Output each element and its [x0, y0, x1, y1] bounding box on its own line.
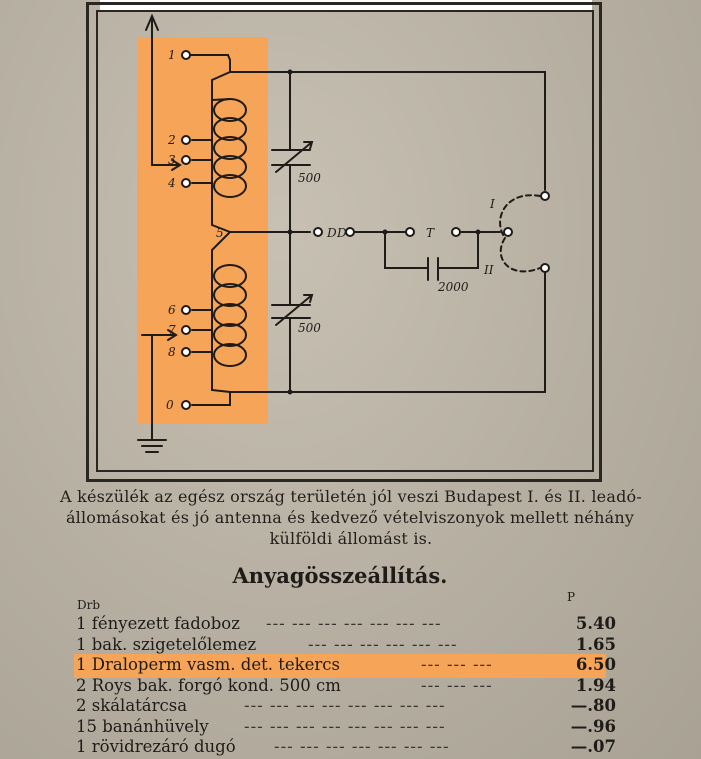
bom-item-price: —.80	[570, 696, 616, 715]
bom-leader-dots: --- --- --- --- --- ---	[308, 634, 458, 654]
tap-label-8: 8	[168, 345, 176, 359]
capacitor-label-upper: 500	[298, 171, 321, 185]
terminals	[182, 51, 549, 409]
bom-item-price: —.07	[570, 737, 616, 756]
tap-label-5: 5	[216, 226, 224, 240]
jack-label-t: T	[426, 226, 435, 240]
bom-item-desc: 1 bak. szigetelőlemez	[76, 634, 257, 654]
jack-label-d2: D	[337, 226, 347, 240]
capacitor-label-fixed: 2000	[438, 280, 469, 294]
top-rail	[230, 72, 545, 190]
bom-row	[76, 676, 616, 697]
bom-title: Anyagösszeállítás.	[232, 563, 448, 588]
bom-row	[76, 737, 616, 758]
caption-line-1: A készülék az egész ország területén jól veszi Budapest I. és II. leadó-	[60, 487, 642, 506]
jack-label-d1: D	[327, 226, 337, 240]
bom-item-price: 6.50	[575, 655, 616, 674]
bom-item-desc: 2 Roys bak. forgó kond. 500 cm	[76, 675, 341, 695]
bom-item-price: 5.40	[575, 614, 616, 633]
bom-row	[76, 635, 616, 656]
caption-line-2: állomásokat és jó antenna és kedvező vételviszonyok mellett néhány	[65, 508, 635, 527]
tap-label-1: 1	[168, 48, 176, 62]
bom-item-price: 1.65	[575, 634, 616, 654]
bom-leader-dots: --- --- ---	[421, 675, 493, 695]
bom-item-desc: 1 fényezett fadoboz	[76, 614, 240, 633]
bom-leader-dots: --- --- --- --- --- --- ---	[274, 737, 450, 756]
earphone-label-i: I	[490, 197, 495, 211]
bom-row	[76, 655, 616, 676]
bottom-rail	[230, 272, 545, 392]
bom-item-desc: 1 rövidrezáró dugó	[76, 737, 236, 756]
caption-line-3: külföldi állomást is.	[269, 529, 433, 548]
bom-item-desc: 2 skálatárcsa	[76, 696, 188, 715]
diagram-caption	[4, 486, 698, 549]
bom-leader-dots: --- --- ---	[421, 655, 493, 674]
capacitor-label-lower: 500	[298, 321, 321, 335]
bom-list	[76, 614, 616, 758]
bom-leader-dots: --- --- --- --- --- --- --- ---	[244, 696, 446, 715]
tap-label-7: 7	[168, 323, 176, 337]
tap-label-4: 4	[168, 176, 176, 190]
variable-capacitor-upper	[272, 150, 310, 165]
tap-label-2: 2	[168, 133, 176, 147]
bom-item-desc: 1 Draloperm vasm. det. tekercs	[76, 655, 340, 674]
bom-leader-dots: --- --- --- --- --- --- ---	[266, 614, 442, 633]
bom-item-price: 1.94	[575, 675, 616, 695]
tap-label-6: 6	[168, 303, 176, 317]
bom-item-price: —.96	[570, 716, 616, 736]
tap-label-0: 0	[166, 398, 174, 412]
tap-label-3: 3	[168, 153, 176, 167]
bom-leader-dots: --- --- --- --- --- --- --- ---	[244, 716, 446, 736]
bom-row	[76, 614, 616, 635]
earphone-label-ii: II	[484, 263, 494, 277]
bom-qty-header: Drb	[77, 598, 101, 612]
bom-price-header: P	[567, 590, 576, 604]
bom-item-desc: 15 banánhüvely	[76, 716, 209, 736]
bom-row	[76, 696, 616, 717]
bom-row	[76, 717, 616, 738]
fixed-capacitor	[428, 258, 438, 280]
